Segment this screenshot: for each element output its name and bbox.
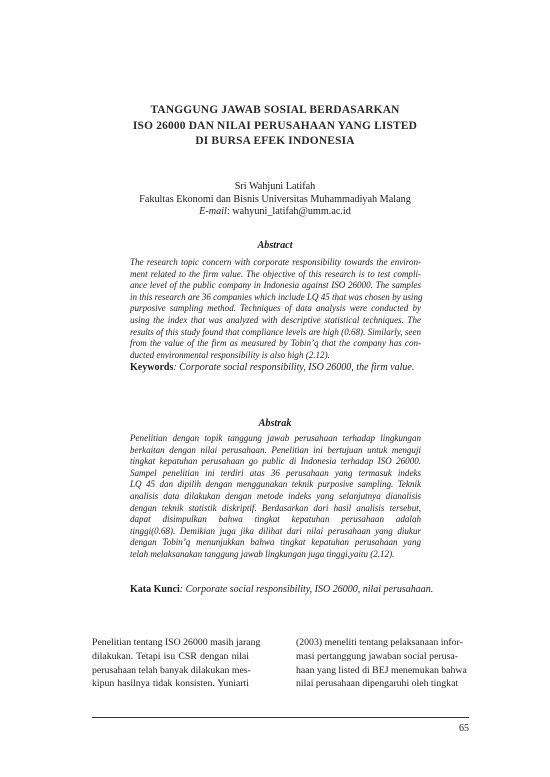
body-line: masi pertanggung jawaban social perusa-	[296, 650, 458, 662]
abstrak-line: berkaitan dengan nilai perusahaan. Penelitian ini bertujuan untuk menguji	[130, 444, 421, 455]
body-left-column	[92, 636, 261, 691]
abstract-line: in this research are 36 companies which include LQ 45 that was chosen by using	[130, 291, 423, 302]
abstract-line: using the index that was analyzed with descriptive statistical techniques. The	[130, 314, 421, 325]
kata-kunci-label: Kata Kunci	[130, 584, 180, 595]
abstrak-line: LQ 45 dan dipilih dengan menggunakan teknik purposive sampling. Teknik	[130, 479, 421, 490]
author-email	[90, 206, 460, 219]
body-line: haan yang listed di BEJ menemukan bahwa	[296, 664, 467, 676]
abstract-text	[130, 257, 421, 361]
abstract-line: The research topic concern with corporate responsibility towards the environ-	[130, 257, 421, 267]
body-right-column	[296, 636, 467, 691]
abstrak-line: Penelitian dengan topik tanggung jawab perusahaan terhadap lingkungan	[130, 433, 421, 443]
abstract-line: from the value of the firm as measured by Tobin’q that the company has con-	[130, 338, 421, 349]
abstrak-line: analisis data dilakukan dengan metode indeks yang selanjutnya dianalisis	[130, 490, 421, 501]
kata-kunci	[130, 584, 434, 595]
abstrak-text	[130, 433, 421, 561]
abstrak-line: tinggi(0.68). Demikian juga jika dilihat dari nilai perusahaan yang diukur	[130, 525, 421, 536]
email-label: E-mail	[199, 206, 227, 217]
body-line: (2003) meneliti tentang pelaksanaan infor-	[296, 637, 463, 648]
author-name: Sri Wahjuni Latifah	[234, 181, 316, 192]
abstrak-line: tingkat kepatuhan perusahaan go public di Indonesia terhadap ISO 26000.	[130, 456, 421, 467]
abstract-line: ment related to the firm value. The objective of this research is to test compli-	[130, 268, 421, 279]
keywords-value: : Corporate social responsibility, ISO 26000, the firm value.	[173, 362, 415, 373]
kata-kunci-value: : Corporate social responsibility, ISO 26000, nilai perusahaan.	[179, 584, 434, 595]
abstrak-line: dengan Tobin’q menunjukkan bahwa tingkat kepatuhan perusahaan yang	[130, 537, 421, 548]
abstract-heading: Abstract	[257, 240, 293, 251]
author-block	[90, 181, 460, 219]
paper-title	[90, 103, 460, 150]
email-value[interactable]: : wahyuni_latifah@umm.ac.id	[226, 206, 351, 217]
author-affiliation: Fakultas Ekonomi dan Bisnis Universitas Muhammadiyah Malang	[139, 193, 411, 205]
body-line: nilai perusahaan dipengaruhi oleh tingkat	[296, 678, 459, 690]
abstract-line: ance level of the public company in Indonesia against ISO 26000. The samples	[130, 280, 421, 291]
title-line: ISO 26000 DAN NILAI PERUSAHAAN YANG LISTED	[132, 119, 418, 132]
title-line: TANGGUNG JAWAB SOSIAL BERDASARKAN	[150, 104, 400, 116]
abstract-line: purposive sampling method. Techniques of data analysis were conducted by	[130, 303, 421, 314]
abstrak-line: Sampel penelitian ini terdiri atas 36 perusahaan yang termasuk indeks	[130, 467, 421, 478]
keywords	[130, 362, 430, 373]
page-number: 65	[459, 723, 469, 734]
title-line: DI BURSA EFEK INDONESIA	[195, 135, 355, 147]
abstract-line: ducted environmental responsibility is also high (2.12).	[130, 349, 330, 360]
keywords-label: Keywords	[130, 362, 174, 373]
footer-divider	[92, 717, 469, 718]
abstrak-line: dengan teknik statistik diskriptif. Berdasarkan dari hasil analisis tersebut,	[130, 502, 421, 513]
abstract-line: results of this study found that compliance levels are high (0.68). Similarly, seen	[130, 326, 421, 337]
body-line: kipun hasilnya tidak konsisten. Yuniarti	[92, 678, 249, 690]
body-line: perusahaan telah banyak dilakukan mes-	[92, 664, 251, 676]
abstrak-line: telah melaksanakan tanggung jawab lingkungan juga tinggi,yaitu (2.12).	[130, 548, 395, 559]
body-line: Penelitian tentang ISO 26000 masih jarang	[92, 637, 261, 648]
abstrak-heading: Abstrak	[258, 418, 292, 429]
abstrak-line: dapat disimpulkan bahwa tingkat kepatuhan perusahaan adalah	[130, 514, 421, 525]
body-line: dilakukan. Tetapi isu CSR dengan nilai	[92, 650, 249, 662]
